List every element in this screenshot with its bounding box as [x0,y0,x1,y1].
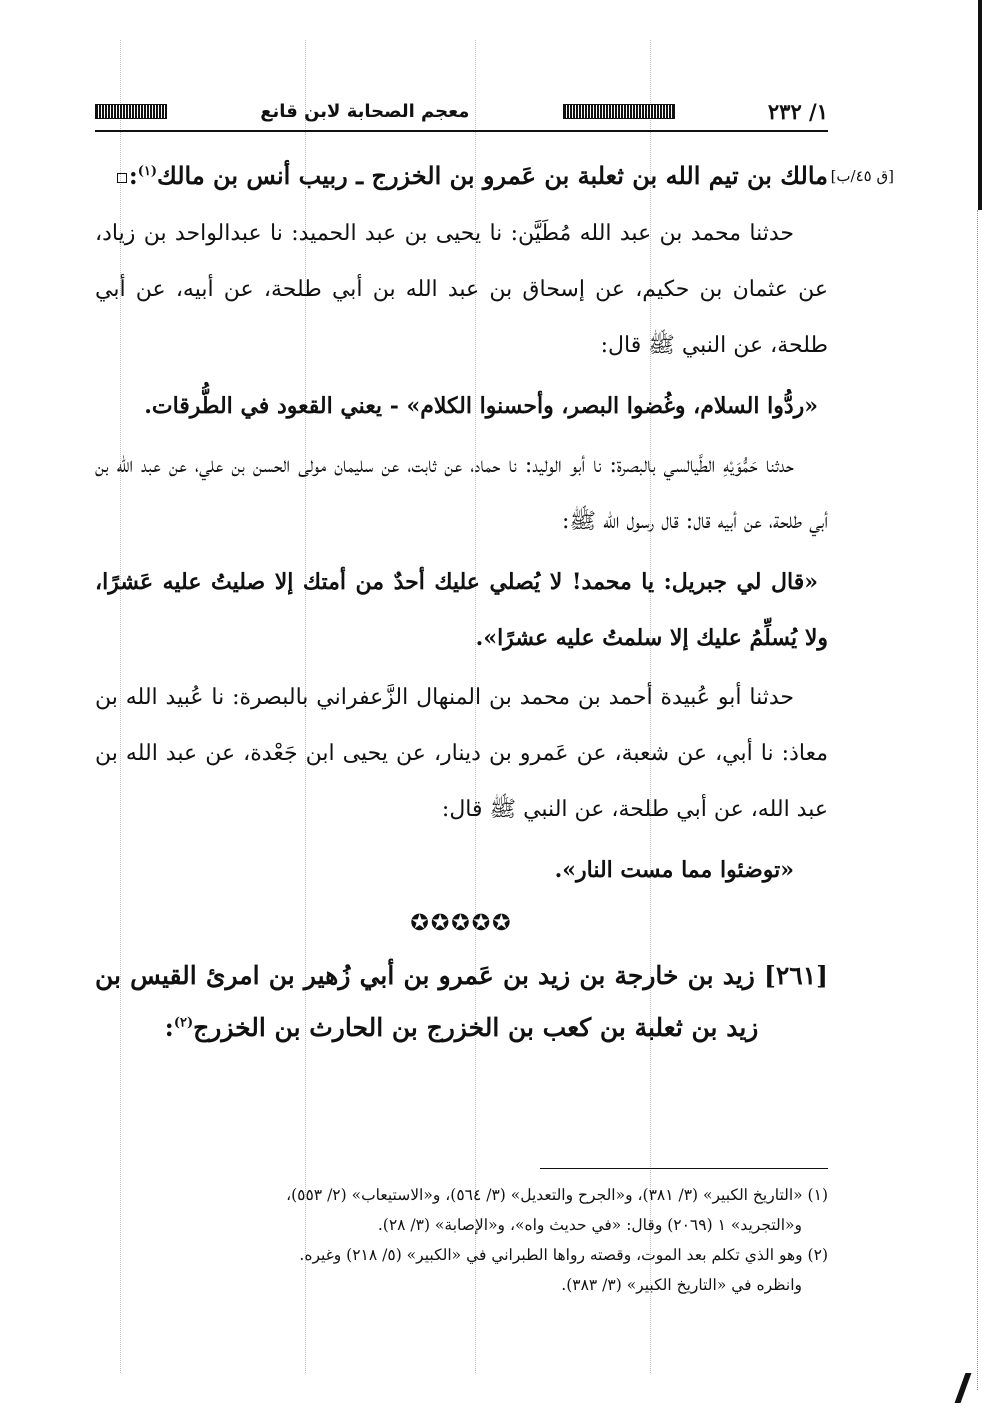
star-separator-icon: ✪✪✪✪✪ [410,911,513,936]
main-text [95,150,894,1054]
heading-colon: : [128,161,138,190]
manuscript-folio-ref: [ق ٤٥/ب] [830,167,894,185]
header-ornament [563,104,675,119]
isnad-paragraph-3: حدثنا أبو عُبيدة أحمد بن محمد بن المنهال الزَّعفراني بالبصرة: نا عُبيد الله بن معاذ: نا أبي، عن شعبة، عن عَمرو بن دينار، عن يحيى ابن جَعْدة، عن عبد الله بن عبد الله، عن أبي طلحة، عن النبي ﷺ قال: [95,685,828,822]
footnotes [95,1180,828,1300]
running-header [95,96,828,126]
header-rule [95,130,828,132]
book-title: معجم الصحابة لابن قانع [260,100,470,122]
footnote-ref-1[interactable]: (١) [137,164,157,179]
footnote-1-line-1: (١) «التاريخ الكبير» (٣/ ٣٨١)، و«الجرح والتعديل» (٣/ ٥٦٤)، و«الاستيعاب» (٢/ ٥٥٣)، [286,1186,828,1204]
header-ornament [95,104,167,119]
footnote-1-line-2: و«التجريد» ١ (٢٠٦٩) وقال: «في حديث واه»، و«الإصابة» (٣/ ٢٨). [377,1216,802,1234]
entry-261-heading-text: [٢٦١] زيد بن خارجة بن زيد بن عَمرو بن أبي زُهير بن امرئ القيس بن زيد بن ثعلبة بن كعب بن الخزرج بن الحارث بن الخزرج [95,961,828,1042]
binding-edge-line [976,210,978,1390]
hadith-text-1: «ردُّوا السلام، وغُضوا البصر، وأحسنوا الكلام» - يعني القعود في الطُّرقات. [144,393,818,419]
square-symbol-icon [117,173,127,183]
heading-colon: : [164,1013,174,1042]
footnote-2-line-1: (٢) وهو الذي تكلم بعد الموت، وقصته رواها الطبراني في «الكبير» (٥/ ٢١٨) وغيره. [299,1246,828,1264]
isnad-paragraph-2: حدثنا حَمُّوَيْهِ الطَّيالسي بالبصرة: نا أبو الوليد: نا حماد، عن ثابت، عن سليمان مولى الحسن بن علي، عن عبد الله بن أبي طلحة، عن أبيه قال: قال رسول الله ﷺ: [95,453,828,534]
hadith-text-2: «قال لي جبريل: يا محمد! لا يُصلي عليك أحدٌ من أمتك إلا صليتُ عليه عَشرًا، ولا يُسلِّمُ عليك إلا سلمتُ عليه عشرًا». [95,569,828,651]
scan-corner-mark [955,1373,972,1403]
entry-heading-text: مالك بن تيم الله بن ثعلبة بن عَمرو بن الخزرج ـ ربيب أنس بن مالك [156,161,828,190]
binding-edge-mark [978,0,982,210]
entry-heading [95,150,894,202]
footnote-ref-2[interactable]: (٢) [173,1015,194,1031]
entry-261-heading [95,950,828,1054]
footnote-rule [540,1168,828,1169]
hadith-text-3: «توضئوا مما مست النار». [554,857,794,883]
footnote-2-line-2: وانظره في «التاريخ الكبير» (٣/ ٣٨٣). [561,1276,802,1294]
page-number: ١/ ٢٣٢ [767,98,828,124]
isnad-paragraph-1: حدثنا محمد بن عبد الله مُطَيَّن: نا يحيى بن عبد الحميد: نا عبدالواحد بن زياد، عن عثمان بن حكيم، عن إسحاق بن عبد الله بن أبي طلحة، عن أبيه، عن أبي طلحة، عن النبي ﷺ قال: [95,221,828,358]
